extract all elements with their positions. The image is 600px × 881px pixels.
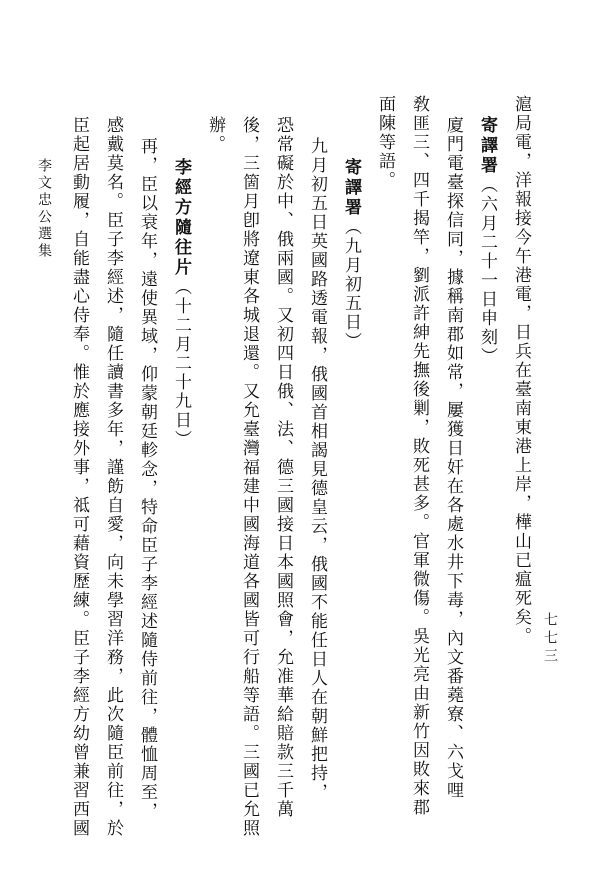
text-column: 廈門電臺探信同，據稱南郡如常，屢獲日奸在各處水井下毒，內文番蕘寮、六戈哩: [443, 116, 463, 800]
text-column: 面陳等語。: [375, 95, 395, 190]
text-column: 感戴莫名。臣子李經述，隨任讀書多年，謹飭自愛，向未學習洋務，此次隨臣前往，於: [103, 116, 123, 838]
text-column: 滬局電，洋報接今午港電，日兵在臺南東港上岸，樺山已瘟死矣。: [511, 95, 531, 646]
section-heading: 李經方隨往片: [171, 158, 191, 278]
section-date: （六月二十一日申刻）: [477, 176, 497, 366]
running-header: 李文忠公選集: [36, 158, 52, 260]
section-heading-column: [172, 158, 189, 449]
section-heading: 寄譯署: [341, 158, 361, 218]
text-column: 敎匪三、四千揭竿，劉派許紳先撫後剿，敗死甚多。官軍微傷。吳光亮由新竹因敗來郡: [409, 95, 429, 817]
text-column: 臣起居動履，自能盡心侍奉。惟於應接外事，祗可藉資歷練。臣子李經方幼曾兼習西國: [69, 116, 89, 838]
page-number: 七七三: [542, 612, 558, 666]
text-column: 九月初五日英國路透電報，俄國首相謁見德皇云，俄國不能任日人在朝鮮把持，: [307, 137, 327, 802]
text-column: 辦。: [205, 116, 225, 154]
section-date: （十二月二十九日）: [171, 278, 191, 449]
section-date: （九月初五日）: [341, 218, 361, 351]
section-heading-column: [342, 158, 359, 351]
section-heading: 寄譯署: [477, 116, 497, 176]
section-heading-column: [478, 116, 495, 366]
text-column: 後，三箇月卽將遼東各城退還。又允臺灣福建中國海道各國皆可行船等語。三國已允照: [239, 116, 259, 838]
text-column: 再，臣以衰年，遠使異域，仰蒙朝廷軫念，特命臣子李經述隨侍前往，體恤周至，: [137, 137, 157, 821]
text-column: 恐常礙於中、俄兩國。又初四日俄、法、德三國接日本國照會，允准華給賠款三千萬: [273, 116, 293, 819]
